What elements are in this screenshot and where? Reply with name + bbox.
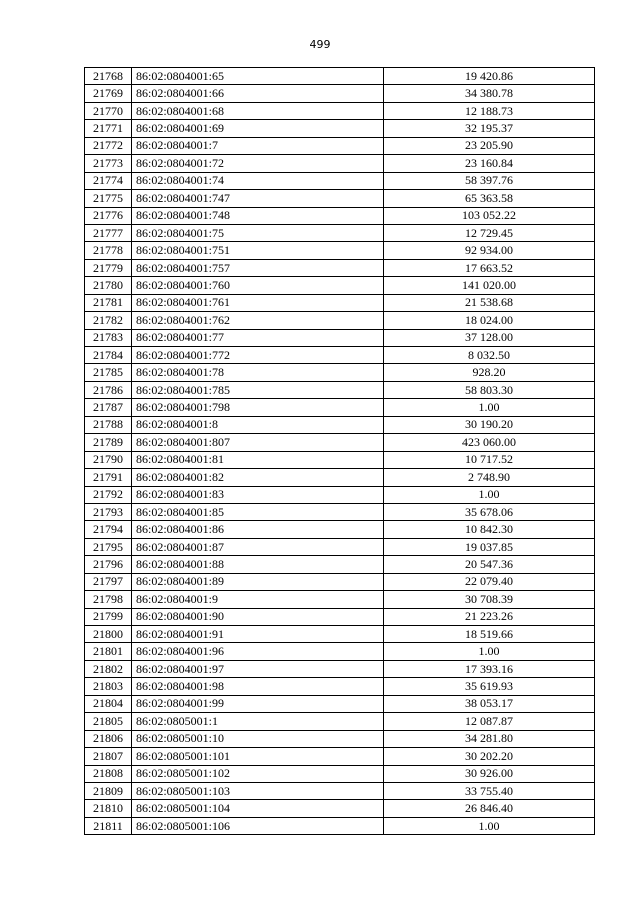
value-cell: 92 934.00: [384, 242, 595, 259]
table-row: [85, 660, 595, 677]
table-row: [85, 451, 595, 468]
cadastral-number-cell: 86:02:0804001:68: [132, 102, 384, 119]
cadastral-number-cell: 86:02:0804001:89: [132, 573, 384, 590]
cadastral-number-cell: 86:02:0805001:1: [132, 713, 384, 730]
row-number-cell: 21773: [85, 155, 132, 172]
row-number-cell: 21783: [85, 329, 132, 346]
table-row: [85, 381, 595, 398]
value-cell: 21 538.68: [384, 294, 595, 311]
table-row: [85, 207, 595, 224]
row-number-cell: 21804: [85, 695, 132, 712]
cadastral-number-cell: 86:02:0805001:10: [132, 730, 384, 747]
value-cell: 23 160.84: [384, 155, 595, 172]
row-number-cell: 21768: [85, 68, 132, 85]
value-cell: 10 842.30: [384, 521, 595, 538]
cadastral-number-cell: 86:02:0804001:99: [132, 695, 384, 712]
table-row: [85, 800, 595, 817]
cadastral-number-cell: 86:02:0804001:81: [132, 451, 384, 468]
table-row: [85, 469, 595, 486]
value-cell: 58 397.76: [384, 172, 595, 189]
value-cell: 1.00: [384, 817, 595, 834]
table-row: [85, 329, 595, 346]
cadastral-number-cell: 86:02:0804001:761: [132, 294, 384, 311]
value-cell: 34 281.80: [384, 730, 595, 747]
value-cell: 423 060.00: [384, 434, 595, 451]
row-number-cell: 21808: [85, 765, 132, 782]
cadastral-number-cell: 86:02:0804001:762: [132, 312, 384, 329]
cadastral-number-cell: 86:02:0805001:103: [132, 782, 384, 799]
value-cell: 12 087.87: [384, 713, 595, 730]
value-cell: 141 020.00: [384, 277, 595, 294]
cadastral-number-cell: 86:02:0804001:807: [132, 434, 384, 451]
table-row: [85, 503, 595, 520]
table-row: [85, 730, 595, 747]
row-number-cell: 21782: [85, 312, 132, 329]
cadastral-number-cell: 86:02:0805001:106: [132, 817, 384, 834]
table-row: [85, 137, 595, 154]
cadastral-number-cell: 86:02:0804001:757: [132, 259, 384, 276]
row-number-cell: 21794: [85, 521, 132, 538]
table-row: [85, 102, 595, 119]
value-cell: 65 363.58: [384, 190, 595, 207]
row-number-cell: 21772: [85, 137, 132, 154]
cadastral-number-cell: 86:02:0804001:82: [132, 469, 384, 486]
value-cell: 18 024.00: [384, 312, 595, 329]
value-cell: 8 032.50: [384, 347, 595, 364]
row-number-cell: 21784: [85, 347, 132, 364]
row-number-cell: 21771: [85, 120, 132, 137]
row-number-cell: 21770: [85, 102, 132, 119]
cadastral-number-cell: 86:02:0804001:65: [132, 68, 384, 85]
table-row: [85, 643, 595, 660]
row-number-cell: 21775: [85, 190, 132, 207]
cadastral-number-cell: 86:02:0804001:77: [132, 329, 384, 346]
table-row: [85, 277, 595, 294]
cadastral-number-cell: 86:02:0804001:75: [132, 224, 384, 241]
cadastral-number-cell: 86:02:0804001:9: [132, 591, 384, 608]
value-cell: 1.00: [384, 486, 595, 503]
value-cell: 2 748.90: [384, 469, 595, 486]
row-number-cell: 21790: [85, 451, 132, 468]
cadastral-number-cell: 86:02:0805001:101: [132, 748, 384, 765]
value-cell: 38 053.17: [384, 695, 595, 712]
row-number-cell: 21807: [85, 748, 132, 765]
cadastral-number-cell: 86:02:0804001:85: [132, 503, 384, 520]
cadastral-number-cell: 86:02:0804001:772: [132, 347, 384, 364]
cadastral-number-cell: 86:02:0804001:96: [132, 643, 384, 660]
value-cell: 35 619.93: [384, 678, 595, 695]
row-number-cell: 21809: [85, 782, 132, 799]
value-cell: 18 519.66: [384, 626, 595, 643]
row-number-cell: 21791: [85, 469, 132, 486]
table-row: [85, 85, 595, 102]
row-number-cell: 21811: [85, 817, 132, 834]
table-row: [85, 399, 595, 416]
row-number-cell: 21803: [85, 678, 132, 695]
row-number-cell: 21810: [85, 800, 132, 817]
value-cell: 10 717.52: [384, 451, 595, 468]
cadastral-number-cell: 86:02:0804001:8: [132, 416, 384, 433]
value-cell: 22 079.40: [384, 573, 595, 590]
cadastral-number-cell: 86:02:0804001:86: [132, 521, 384, 538]
table-row: [85, 172, 595, 189]
cadastral-number-cell: 86:02:0804001:98: [132, 678, 384, 695]
table-row: [85, 434, 595, 451]
table-row: [85, 486, 595, 503]
registry-table-body: [85, 68, 595, 835]
cadastral-number-cell: 86:02:0805001:102: [132, 765, 384, 782]
table-row: [85, 573, 595, 590]
cadastral-number-cell: 86:02:0804001:88: [132, 556, 384, 573]
value-cell: 21 223.26: [384, 608, 595, 625]
cadastral-number-cell: 86:02:0804001:74: [132, 172, 384, 189]
table-row: [85, 416, 595, 433]
table-row: [85, 68, 595, 85]
row-number-cell: 21780: [85, 277, 132, 294]
row-number-cell: 21793: [85, 503, 132, 520]
cadastral-number-cell: 86:02:0804001:747: [132, 190, 384, 207]
cadastral-number-cell: 86:02:0804001:785: [132, 381, 384, 398]
value-cell: 30 708.39: [384, 591, 595, 608]
value-cell: 32 195.37: [384, 120, 595, 137]
row-number-cell: 21798: [85, 591, 132, 608]
value-cell: 26 846.40: [384, 800, 595, 817]
table-row: [85, 626, 595, 643]
cadastral-number-cell: 86:02:0804001:90: [132, 608, 384, 625]
cadastral-number-cell: 86:02:0804001:751: [132, 242, 384, 259]
table-row: [85, 364, 595, 381]
table-row: [85, 782, 595, 799]
row-number-cell: 21806: [85, 730, 132, 747]
cadastral-number-cell: 86:02:0804001:760: [132, 277, 384, 294]
table-row: [85, 695, 595, 712]
value-cell: 19 420.86: [384, 68, 595, 85]
value-cell: 1.00: [384, 399, 595, 416]
page-number: 499: [309, 38, 331, 51]
row-number-cell: 21792: [85, 486, 132, 503]
cadastral-number-cell: 86:02:0804001:91: [132, 626, 384, 643]
cadastral-number-cell: 86:02:0804001:83: [132, 486, 384, 503]
row-number-cell: 21786: [85, 381, 132, 398]
table-row: [85, 224, 595, 241]
row-number-cell: 21802: [85, 660, 132, 677]
table-row: [85, 190, 595, 207]
cadastral-number-cell: 86:02:0804001:798: [132, 399, 384, 416]
row-number-cell: 21796: [85, 556, 132, 573]
value-cell: 37 128.00: [384, 329, 595, 346]
value-cell: 928.20: [384, 364, 595, 381]
row-number-cell: 21795: [85, 538, 132, 555]
value-cell: 23 205.90: [384, 137, 595, 154]
row-number-cell: 21785: [85, 364, 132, 381]
value-cell: 34 380.78: [384, 85, 595, 102]
table-row: [85, 259, 595, 276]
table-row: [85, 748, 595, 765]
row-number-cell: 21805: [85, 713, 132, 730]
value-cell: 35 678.06: [384, 503, 595, 520]
table-row: [85, 120, 595, 137]
value-cell: 12 188.73: [384, 102, 595, 119]
table-row: [85, 312, 595, 329]
cadastral-number-cell: 86:02:0804001:748: [132, 207, 384, 224]
cadastral-number-cell: 86:02:0804001:97: [132, 660, 384, 677]
row-number-cell: 21779: [85, 259, 132, 276]
value-cell: 30 202.20: [384, 748, 595, 765]
cadastral-number-cell: 86:02:0804001:69: [132, 120, 384, 137]
table-row: [85, 713, 595, 730]
table-row: [85, 538, 595, 555]
row-number-cell: 21800: [85, 626, 132, 643]
value-cell: 58 803.30: [384, 381, 595, 398]
value-cell: 12 729.45: [384, 224, 595, 241]
row-number-cell: 21774: [85, 172, 132, 189]
row-number-cell: 21787: [85, 399, 132, 416]
table-row: [85, 294, 595, 311]
row-number-cell: 21777: [85, 224, 132, 241]
table-row: [85, 817, 595, 834]
table-row: [85, 678, 595, 695]
value-cell: 17 393.16: [384, 660, 595, 677]
cadastral-number-cell: 86:02:0804001:7: [132, 137, 384, 154]
table-row: [85, 608, 595, 625]
value-cell: 1.00: [384, 643, 595, 660]
row-number-cell: 21801: [85, 643, 132, 660]
table-row: [85, 765, 595, 782]
value-cell: 30 926.00: [384, 765, 595, 782]
cadastral-number-cell: 86:02:0804001:66: [132, 85, 384, 102]
value-cell: 19 037.85: [384, 538, 595, 555]
cadastral-number-cell: 86:02:0804001:72: [132, 155, 384, 172]
value-cell: 33 755.40: [384, 782, 595, 799]
table-row: [85, 347, 595, 364]
value-cell: 30 190.20: [384, 416, 595, 433]
row-number-cell: 21776: [85, 207, 132, 224]
cadastral-number-cell: 86:02:0805001:104: [132, 800, 384, 817]
row-number-cell: 21789: [85, 434, 132, 451]
value-cell: 17 663.52: [384, 259, 595, 276]
table-row: [85, 155, 595, 172]
table-row: [85, 521, 595, 538]
registry-table: [84, 67, 595, 835]
value-cell: 20 547.36: [384, 556, 595, 573]
row-number-cell: 21788: [85, 416, 132, 433]
table-row: [85, 556, 595, 573]
row-number-cell: 21799: [85, 608, 132, 625]
row-number-cell: 21781: [85, 294, 132, 311]
cadastral-number-cell: 86:02:0804001:78: [132, 364, 384, 381]
row-number-cell: 21778: [85, 242, 132, 259]
table-row: [85, 242, 595, 259]
row-number-cell: 21797: [85, 573, 132, 590]
cadastral-number-cell: 86:02:0804001:87: [132, 538, 384, 555]
row-number-cell: 21769: [85, 85, 132, 102]
value-cell: 103 052.22: [384, 207, 595, 224]
table-row: [85, 591, 595, 608]
